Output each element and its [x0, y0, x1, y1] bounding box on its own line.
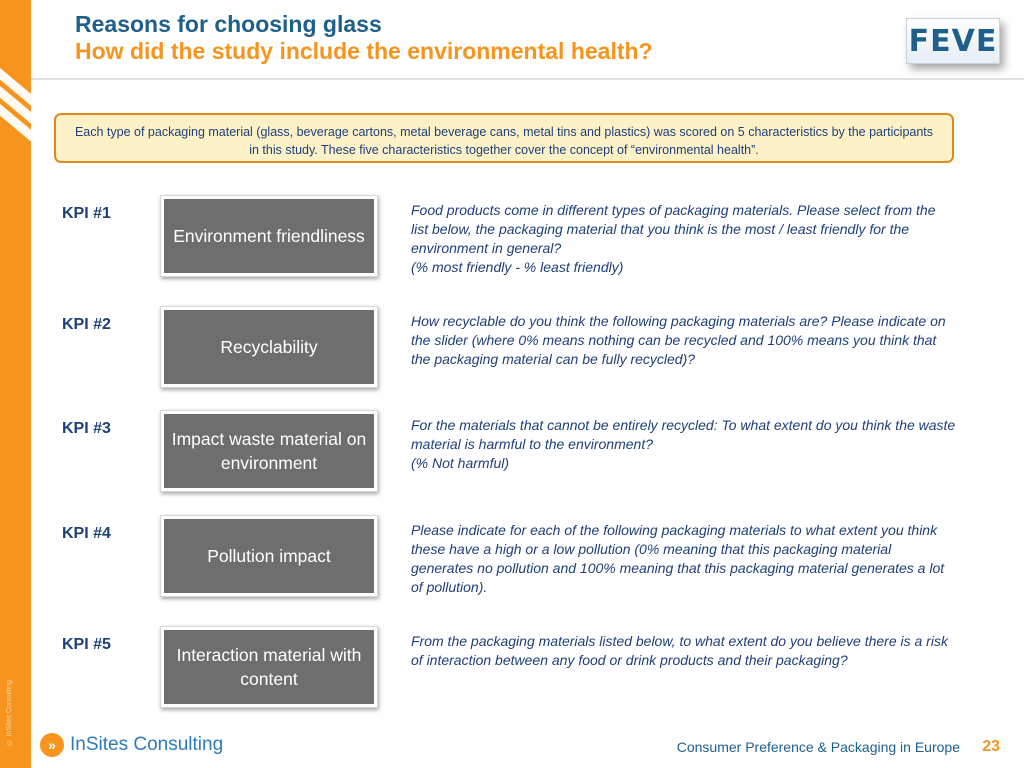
kpi-label: KPI #4 — [62, 525, 111, 542]
kpi-name: Impact waste material on environment — [164, 414, 374, 488]
kpi-question — [411, 632, 956, 670]
kpi-box — [160, 626, 378, 708]
kpi-question — [411, 312, 956, 369]
intro-box: Each type of packaging material (glass, beverage cartons, metal beverage cans, metal tins and plastics) was scored on 5 characteristics by the participants in this study. These five characteristics together cover the concept of “environmental health”. — [54, 113, 954, 163]
side-copyright: © InSites Consulting — [6, 680, 13, 746]
feve-logo — [906, 18, 1000, 64]
kpi-row-2 — [0, 306, 1024, 396]
kpi-row-1 — [0, 195, 1024, 285]
kpi-name: Interaction material with content — [164, 630, 374, 704]
kpi-name: Environment friendliness — [164, 199, 374, 273]
kpi-question-text: For the materials that cannot be entirely recycled: To what extent do you think the waste material is harmful to the environment? (% Not harmful) — [411, 417, 956, 471]
kpi-box — [160, 195, 378, 277]
footer-report-title: Consumer Preference & Packaging in Europe — [676, 739, 960, 755]
insites-logo — [40, 733, 223, 757]
kpi-question-text: From the packaging materials listed below, to what extent do you believe there is a risk of interaction between any food or drink products and their packaging? — [411, 633, 948, 668]
kpi-box — [160, 410, 378, 492]
kpi-label: KPI #2 — [62, 316, 111, 333]
kpi-name: Recyclability — [164, 310, 374, 384]
kpi-question — [411, 201, 956, 277]
kpi-question-text: How recyclable do you think the following packaging materials are? Please indicate on the slider (where 0% means nothing can be recycled and 100% means you think that the packaging material can be fully recycled)? — [411, 313, 946, 367]
kpi-row-3 — [0, 410, 1024, 500]
kpi-question — [411, 416, 956, 473]
page-number: 23 — [982, 738, 1000, 755]
kpi-row-5 — [0, 626, 1024, 716]
kpi-box — [160, 515, 378, 597]
kpi-question — [411, 521, 956, 597]
kpi-name: Pollution impact — [164, 519, 374, 593]
insites-chevron-icon: » — [40, 733, 64, 757]
kpi-label: KPI #5 — [62, 636, 111, 653]
page-title: Reasons for choosing glass — [75, 11, 382, 37]
kpi-label: KPI #3 — [62, 420, 111, 437]
kpi-row-4 — [0, 515, 1024, 605]
page-subtitle: How did the study include the environmental health? — [75, 38, 653, 64]
kpi-question-text: Please indicate for each of the following packaging materials to what extent you think these have a high or a low pollution (0% meaning that this packaging material generates no pollution and 100% meaning that this packaging material generates a lot of pollution). — [411, 522, 945, 595]
company-name: InSites Consulting — [70, 734, 224, 755]
kpi-box — [160, 306, 378, 388]
kpi-label: KPI #1 — [62, 205, 111, 222]
feve-logo-text: FEVE — [908, 23, 998, 59]
header-divider — [31, 78, 1024, 80]
kpi-question-text: Food products come in different types of packaging materials. Please select from the list below, the packaging material that you think is the most / least friendly for the environment in general? (% most friendly - % least friendly) — [411, 202, 936, 275]
